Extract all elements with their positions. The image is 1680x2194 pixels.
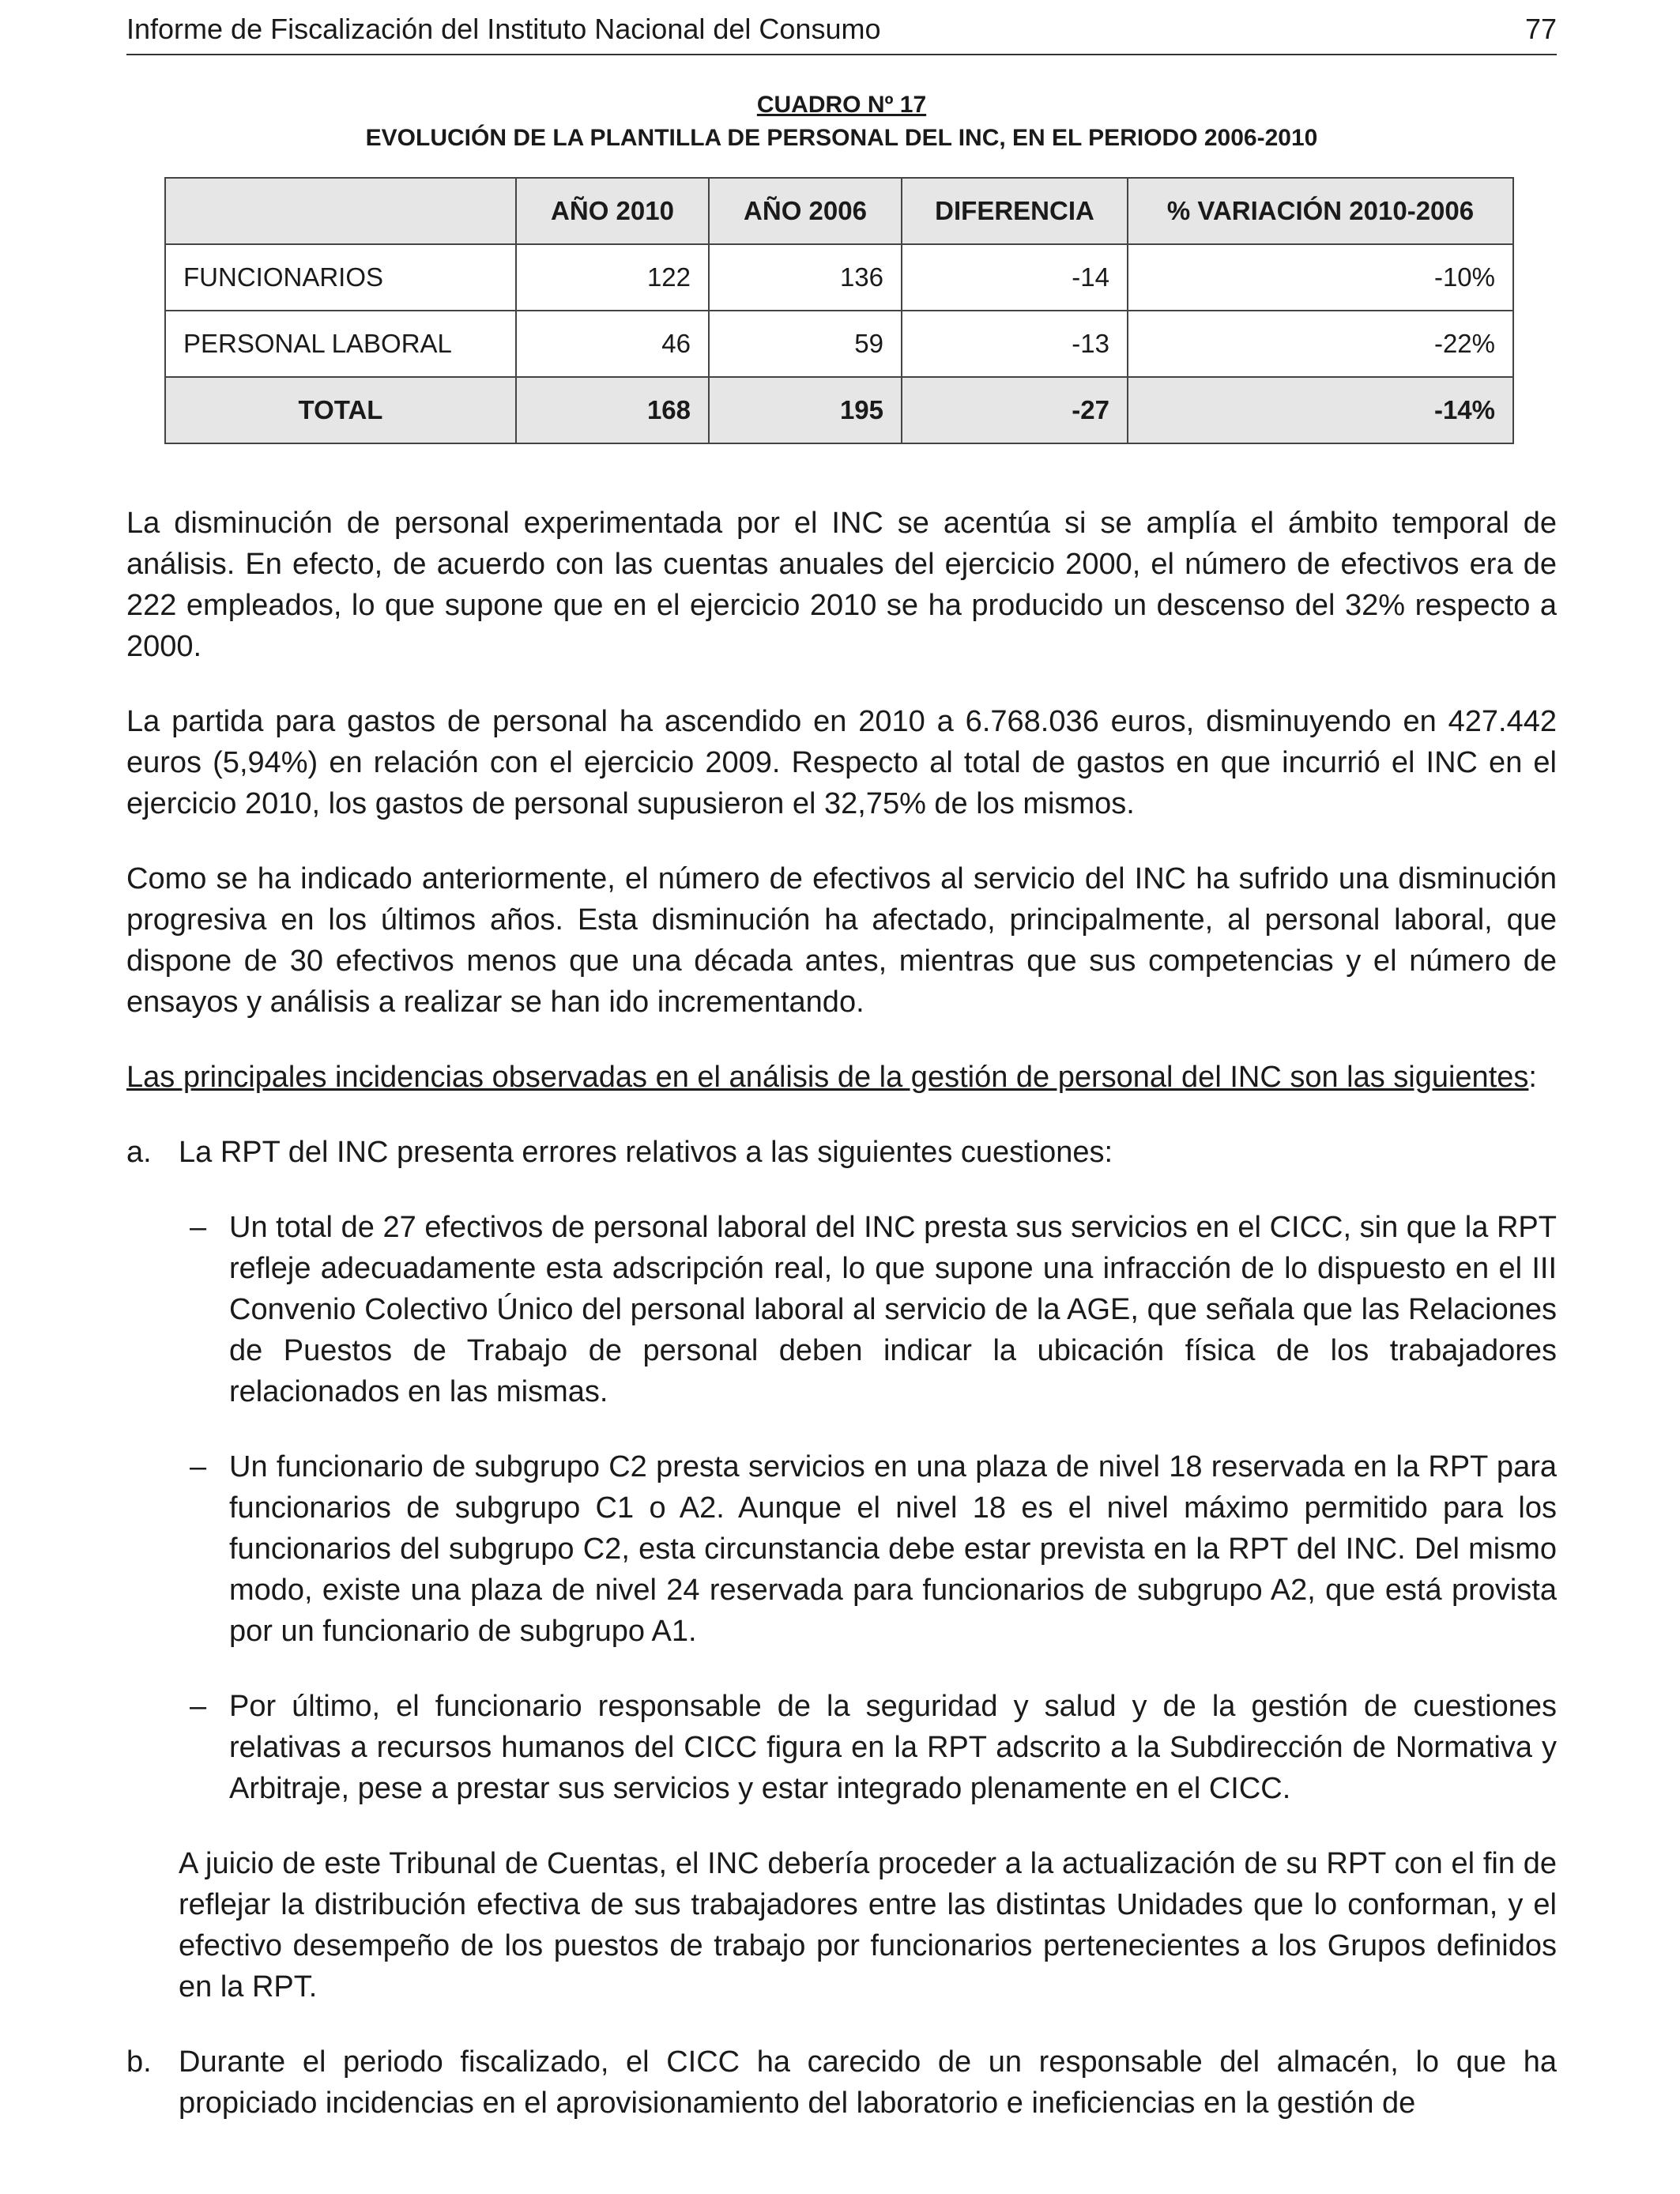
- report-title: Informe de Fiscalización del Instituto Nacional del Consumo: [126, 13, 881, 45]
- table-number-text: CUADRO Nº 17: [756, 92, 927, 118]
- cell-year2006: 59: [709, 311, 902, 377]
- list-item-b: [126, 2041, 1557, 2124]
- bullet-item: [126, 1446, 1557, 1652]
- paragraph-personnel-expenses: La partida para gastos de personal ha ascendido en 2010 a 6.768.036 euros, disminuyendo en 427.442 euros (5,94%) en relación con el ejercicio 2009. Respecto al total de gastos en que incurrió el INC en el ejercicio 2010, los gastos de personal supusieron el 32,75% de los mismos.: [126, 705, 1557, 820]
- incidents-intro-colon: :: [1528, 1061, 1537, 1094]
- cell-year2006: 136: [709, 244, 902, 311]
- total-year2006: 195: [709, 377, 902, 443]
- total-variation: -14%: [1128, 377, 1513, 443]
- cell-year2010: 122: [516, 244, 709, 311]
- bullet-text: Por último, el funcionario responsable de la seguridad y salud y de la gestión de cuestiones relativas a recursos humanos del CICC figura en la RPT adscrito a la Subdirección de Normativa y Arbitraje, pese a prestar sus servicios y estar integrado plenamente en el CICC.: [229, 1690, 1557, 1805]
- cell-variation: -10%: [1128, 244, 1513, 311]
- page-header: [126, 8, 1557, 55]
- table-header-difference: DIFERENCIA: [902, 178, 1128, 244]
- paragraph-tribunal-opinion: A juicio de este Tribunal de Cuentas, el INC debería proceder a la actualización de su RPT con el fin de reflejar la distribución efectiva de sus trabajadores entre las distintas Unidades que lo conforman, y el efectivo desempeño de los puestos de trabajo por funcionarios pertenecientes a los Grupos definidos en la RPT.: [179, 1847, 1557, 2004]
- total-year2010: 168: [516, 377, 709, 443]
- bullet-item: [126, 1207, 1557, 1412]
- page-number: 77: [1524, 13, 1557, 45]
- staff-evolution-table: [164, 177, 1514, 444]
- table-title: EVOLUCIÓN DE LA PLANTILLA DE PERSONAL DEL INC, EN EL PERIODO 2006-2010: [365, 125, 1318, 151]
- list-item-a-text: La RPT del INC presenta errores relativos a las siguientes cuestiones:: [179, 1136, 1113, 1169]
- list-marker-a: a.: [126, 1136, 152, 1169]
- table-header-row: [165, 178, 1513, 244]
- list-marker-b: b.: [126, 2045, 152, 2079]
- table-header-year2010: AÑO 2010: [516, 178, 709, 244]
- table-number: [126, 92, 1557, 119]
- row-label: PERSONAL LABORAL: [165, 311, 516, 377]
- table-row: [165, 311, 1513, 377]
- dash-marker: –: [190, 1450, 207, 1483]
- row-label: FUNCIONARIOS: [165, 244, 516, 311]
- paragraph-staff-decrease: La disminución de personal experimentada por el INC se acentúa si se amplía el ámbito temporal de análisis. En efecto, de acuerdo con las cuentas anuales del ejercicio 2000, el número de efectivos era de 222 empleados, lo que supone que en el ejercicio 2010 se ha producido un descenso del 32% respecto a 2000.: [126, 507, 1557, 663]
- cell-variation: -22%: [1128, 311, 1513, 377]
- table-header-variation: % VARIACIÓN 2010-2006: [1128, 178, 1513, 244]
- paragraph-progressive-decrease: Como se ha indicado anteriormente, el número de efectivos al servicio del INC ha sufrido una disminución progresiva en los últimos años. Esta disminución ha afectado, principalmente, al personal laboral, que dispone de 30 efectivos menos que una década antes, mientras que sus competencias y el número de ensayos y análisis a realizar se han ido incrementando.: [126, 862, 1557, 1019]
- body-text: [126, 503, 1557, 2158]
- table-header-blank: [165, 178, 516, 244]
- table-row: [165, 244, 1513, 311]
- table-total-row: [165, 377, 1513, 443]
- dash-marker: –: [190, 1690, 207, 1723]
- cell-difference: -13: [902, 311, 1128, 377]
- bullet-text: Un funcionario de subgrupo C2 presta servicios en una plaza de nivel 18 reservada en la RPT para funcionarios de subgrupo C1 o A2. Aunque el nivel 18 es el nivel máximo permitido para los funcionarios del subgrupo C2, esta circunstancia debe estar prevista en la RPT del INC. Del mismo modo, existe una plaza de nivel 24 reservada para funcionarios de subgrupo A2, que está provista por un funcionario de subgrupo A1.: [229, 1450, 1557, 1648]
- incidents-intro-underlined: Las principales incidencias observadas en el análisis de la gestión de personal del INC son las siguientes: [126, 1061, 1529, 1094]
- total-difference: -27: [902, 377, 1128, 443]
- dash-marker: –: [190, 1211, 207, 1244]
- cell-difference: -14: [902, 244, 1128, 311]
- list-item-b-text: Durante el periodo fiscalizado, el CICC ha carecido de un responsable del almacén, lo que ha propiciado incidencias en el aprovisionamiento del laboratorio e ineficiencias en la gestión de: [179, 2045, 1557, 2120]
- total-label: TOTAL: [165, 377, 516, 443]
- bullet-item: [126, 1686, 1557, 1809]
- cell-year2010: 46: [516, 311, 709, 377]
- list-item-a: [126, 1132, 1557, 1173]
- table-header-year2006: AÑO 2006: [709, 178, 902, 244]
- paragraph-incidents-intro: [126, 1057, 1557, 1098]
- bullet-text: Un total de 27 efectivos de personal laboral del INC presta sus servicios en el CICC, sin que la RPT refleje adecuadamente esta adscripción real, lo que supone una infracción de lo dispuesto en el III Convenio Colectivo Único del personal laboral al servicio de la AGE, que señala que las Relaciones de Puestos de Trabajo de personal deben indicar la ubicación física de los trabajadores relacionados en las mismas.: [229, 1211, 1557, 1408]
